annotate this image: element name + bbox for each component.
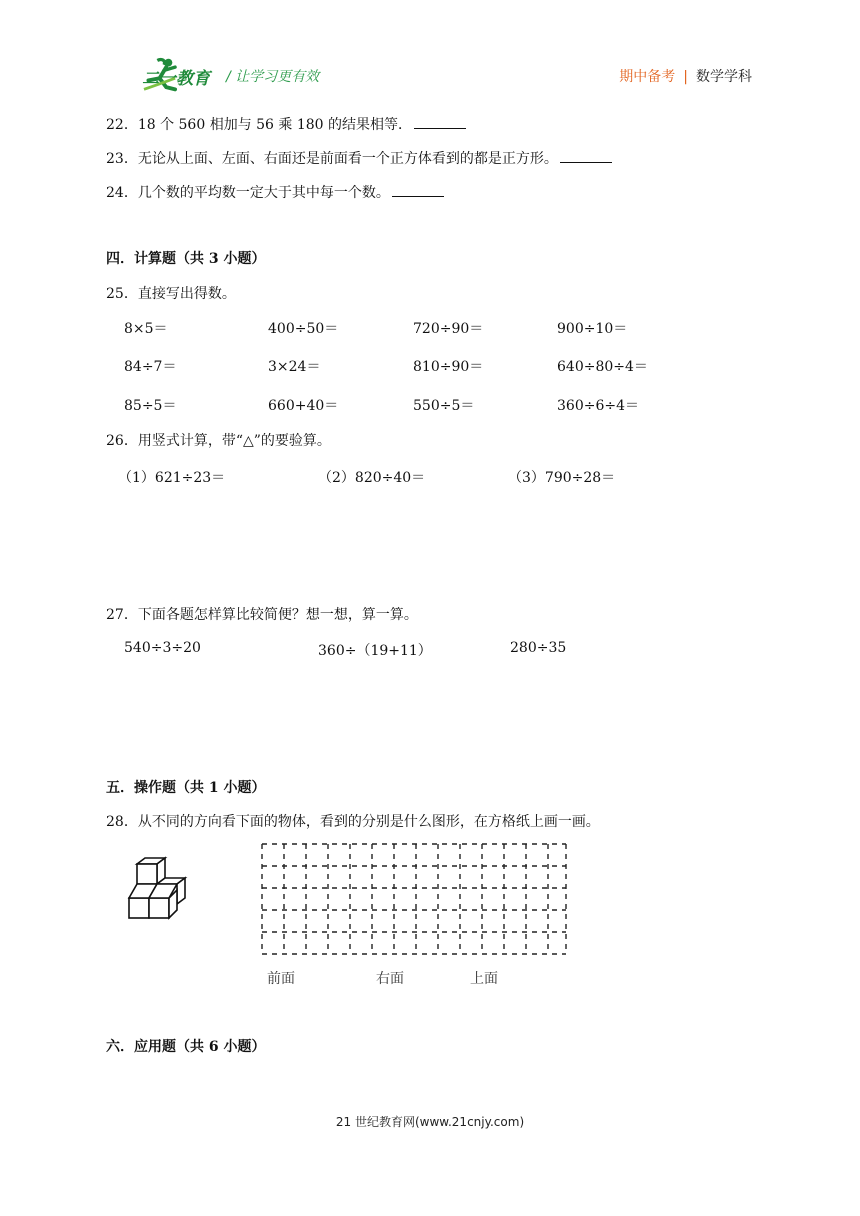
brand-name: 二一教育 [142,69,210,89]
view-label-top: 上面 [470,971,498,987]
calc-item: 900÷10＝ [557,321,628,337]
calc-item: 720÷90＝ [413,321,484,337]
vertical-calc-item: （3）790÷28＝ [508,470,616,486]
question-27-title: 27．下面各题怎样算比较简便？想一想，算一算。 [106,607,418,623]
question-25-title: 25．直接写出得数。 [106,286,236,302]
view-label-front: 前面 [267,971,295,987]
question-24-text: 24．几个数的平均数一定大于其中每一个数。 [106,185,390,201]
question-23-text: 23．无论从上面、左面、右面还是前面看一个正方体看到的都是正方形。 [106,151,558,167]
calc-item: 640÷80÷4＝ [557,359,648,375]
calc-item: 3×24＝ [268,359,321,375]
page-footer: 21 世纪教育网(www.21cnjy.com) [335,1115,525,1129]
simple-calc-item: 540÷3÷20 [124,640,201,656]
simple-calc-item: 280÷35 [510,640,567,656]
simple-calc-item: 360÷（19+11） [318,643,432,659]
brand-slogan: / 让学习更有效 [226,69,320,85]
question-24 [106,182,444,202]
header-separator: | [683,69,688,85]
stacked-cubes-figure [124,856,188,922]
calc-item: 360÷6÷4＝ [557,398,639,414]
vertical-calc-item: （2）820÷40＝ [318,470,426,486]
calc-item: 550÷5＝ [413,398,475,414]
question-23 [106,148,612,168]
calc-item: 85÷5＝ [124,398,177,414]
question-28-title: 28．从不同的方向看下面的物体，看到的分别是什么图形，在方格纸上画一画。 [106,814,600,830]
answer-blank[interactable] [392,182,444,197]
calc-item: 810÷90＝ [413,359,484,375]
view-label-right: 右面 [376,971,404,987]
answer-blank[interactable] [414,114,466,129]
calc-item: 400÷50＝ [268,321,339,337]
grid-paper[interactable] [260,842,570,958]
header-exam-info [619,66,752,86]
question-22-text: 22．18 个 560 相加与 56 乘 180 的结果相等． [106,117,413,133]
section-6-title: 六．应用题（共 6 小题） [106,1039,266,1055]
answer-blank[interactable] [560,148,612,163]
calc-item: 8×5＝ [124,321,168,337]
calc-item: 84÷7＝ [124,359,177,375]
calc-item: 660+40＝ [268,398,339,414]
subject-label: 数学学科 [696,69,752,85]
exam-label: 期中备考 [619,69,676,85]
section-4-title: 四．计算题（共 3 小题） [106,251,266,267]
question-26-title: 26．用竖式计算，带“△”的要验算。 [106,433,331,449]
vertical-calc-item: （1）621÷23＝ [118,470,226,486]
question-22 [106,114,466,134]
section-5-title: 五．操作题（共 1 小题） [106,780,266,796]
